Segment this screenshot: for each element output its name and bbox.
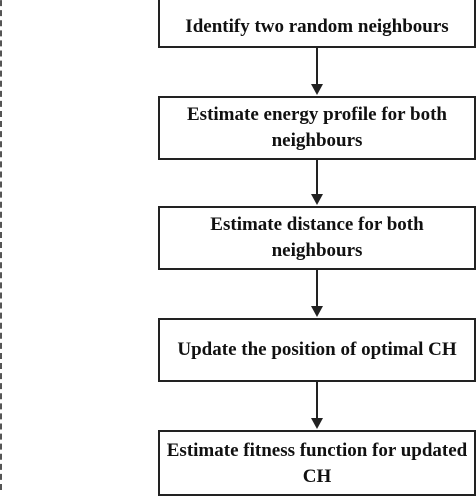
step-identify-neighbours-label: Identify two random neighbours [185,16,449,37]
arrowhead-3 [311,306,323,317]
arrowhead-4 [311,418,323,429]
step-identify-neighbours [158,0,476,48]
step-update-position [158,318,476,382]
arrow-2 [316,160,318,196]
step-estimate-distance [158,206,476,270]
step-estimate-fitness [158,430,476,496]
step-estimate-fitness-label: Estimate fitness function for updated CH [166,440,468,487]
dashed-group-border [0,0,2,490]
step-estimate-energy [158,96,476,160]
step-update-position-label: Update the position of optimal CH [177,339,457,360]
arrow-4 [316,382,318,420]
arrow-1 [316,48,318,86]
step-estimate-energy-label: Estimate energy profile for both neighbours [187,104,447,151]
arrowhead-2 [311,194,323,205]
arrowhead-1 [311,84,323,95]
arrow-3 [316,270,318,308]
step-estimate-distance-label: Estimate distance for both neighbours [210,214,424,261]
